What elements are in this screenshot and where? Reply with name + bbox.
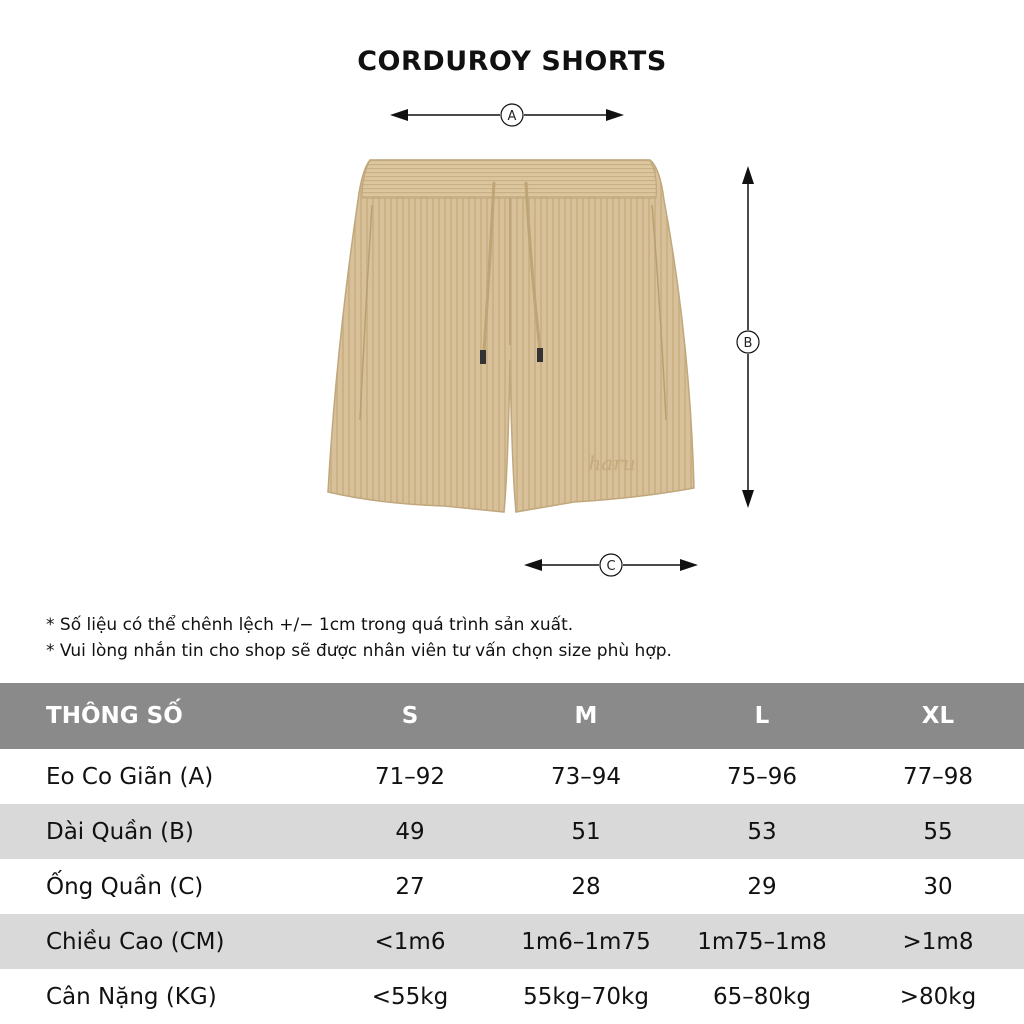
row-label: Dài Quần (B) [0,804,322,859]
row-label: Ống Quần (C) [46,873,204,900]
table-cell: 55 [850,804,1024,859]
table-cell: 77–98 [902,763,974,790]
table-cell: 1m75–1m8 [674,914,850,969]
table-cell: 29 [747,873,777,900]
table-cell: 30 [923,873,953,900]
dimension-c [524,554,698,576]
column-header: S [322,683,498,749]
row-label: Chiều Cao (CM) [0,914,322,969]
table-cell: 27 [395,873,425,900]
dimension-b-label: B [743,336,753,351]
table-row [0,859,1024,914]
note-line: * Vui lòng nhắn tin cho shop sẽ được nhân viên tư vấn chọn size phù hợp. [46,641,672,661]
column-header: L [674,683,850,749]
dimension-c-label: C [606,559,616,574]
table-cell: >1m8 [850,914,1024,969]
arrow-left-icon [524,559,542,571]
page-title: CORDUROY SHORTS [357,46,667,77]
dimension-a [390,104,624,126]
dimension-a-label: A [507,109,517,124]
table-cell: 49 [322,804,498,859]
table-cell: 1m6–1m75 [498,914,674,969]
brand-logo: haru [588,451,636,475]
table-row [0,914,1024,969]
table-row [0,749,1024,804]
table-row [0,969,1024,1024]
table-row [0,804,1024,859]
table-cell: 65–80kg [713,983,811,1010]
column-header: M [498,683,674,749]
table-cell: 53 [674,804,850,859]
arrow-right-icon [680,559,698,571]
arrow-down-icon [742,490,754,508]
product-diagram [0,90,1024,590]
row-label: Eo Co Giãn (A) [46,763,214,790]
table-cell: 55kg–70kg [523,983,649,1010]
notes [46,612,672,664]
column-header: THÔNG SỐ [0,683,322,749]
arrow-up-icon [742,166,754,184]
arrow-left-icon [390,109,408,121]
table-cell: <55kg [371,983,449,1010]
arrow-right-icon [606,109,624,121]
table-cell: 51 [498,804,674,859]
column-header: XL [850,683,1024,749]
row-label: Cân Nặng (KG) [46,983,217,1010]
shorts-illustration [328,160,694,512]
dimension-b [737,166,759,508]
size-table [0,683,1024,1024]
table-cell: 71–92 [374,763,446,790]
table-cell: >80kg [899,983,977,1010]
table-cell: <1m6 [322,914,498,969]
table-header-row [0,683,1024,749]
table-cell: 75–96 [726,763,798,790]
table-cell: 73–94 [550,763,622,790]
table-cell: 28 [571,873,601,900]
note-line: * Số liệu có thể chênh lệch +/− 1cm trong quá trình sản xuất. [46,615,574,635]
